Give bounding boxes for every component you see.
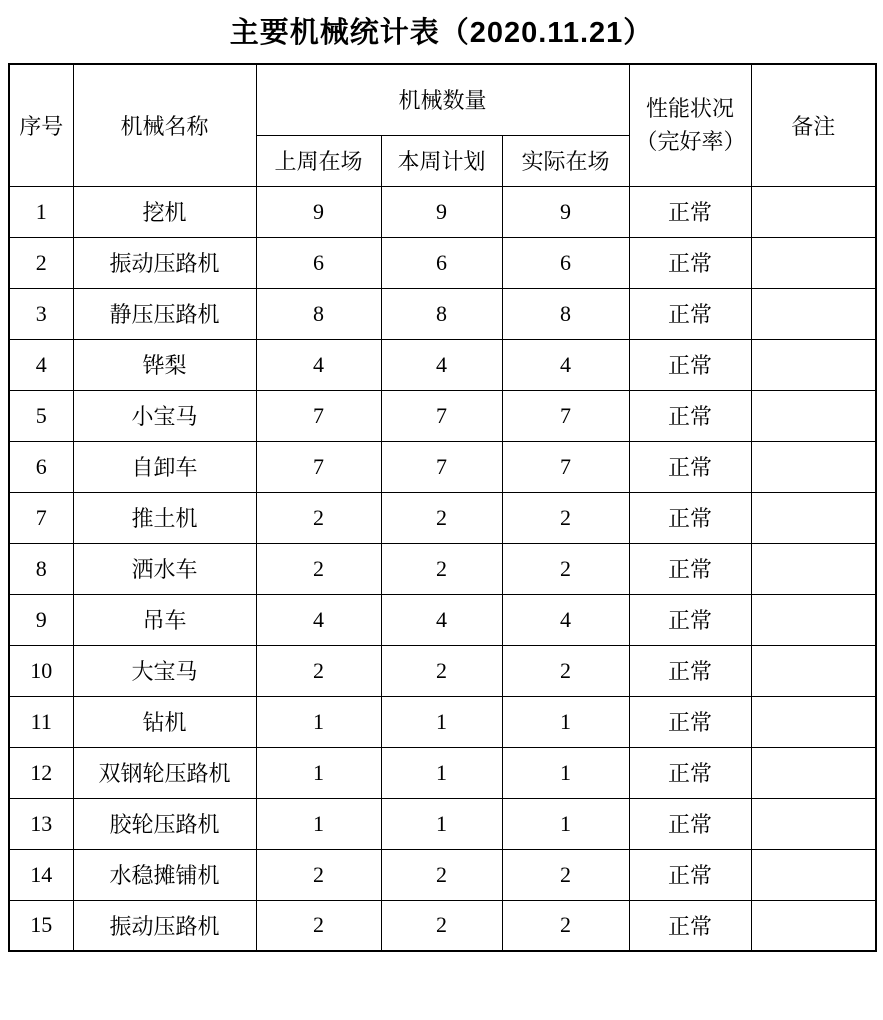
- cell-performance-status: 正常: [629, 288, 751, 339]
- cell-machine-name: 挖机: [73, 186, 256, 237]
- cell-actual-onsite: 4: [502, 594, 629, 645]
- cell-remark: [751, 645, 876, 696]
- header-last-week-onsite: 上周在场: [256, 135, 381, 186]
- cell-this-week-plan: 2: [381, 900, 502, 951]
- cell-serial-number: 5: [9, 390, 73, 441]
- cell-this-week-plan: 2: [381, 492, 502, 543]
- cell-serial-number: 6: [9, 441, 73, 492]
- cell-actual-onsite: 9: [502, 186, 629, 237]
- cell-serial-number: 2: [9, 237, 73, 288]
- cell-actual-onsite: 1: [502, 747, 629, 798]
- cell-actual-onsite: 2: [502, 645, 629, 696]
- cell-performance-status: 正常: [629, 441, 751, 492]
- cell-last-week-onsite: 2: [256, 849, 381, 900]
- cell-serial-number: 12: [9, 747, 73, 798]
- cell-this-week-plan: 8: [381, 288, 502, 339]
- cell-actual-onsite: 2: [502, 849, 629, 900]
- cell-remark: [751, 441, 876, 492]
- page-title: 主要机械统计表（2020.11.21）: [229, 17, 654, 49]
- cell-machine-name: 自卸车: [73, 441, 256, 492]
- cell-remark: [751, 390, 876, 441]
- cell-machine-name: 吊车: [73, 594, 256, 645]
- cell-performance-status: 正常: [629, 186, 751, 237]
- cell-performance-status: 正常: [629, 645, 751, 696]
- cell-this-week-plan: 2: [381, 849, 502, 900]
- cell-machine-name: 双钢轮压路机: [73, 747, 256, 798]
- cell-last-week-onsite: 2: [256, 543, 381, 594]
- table-row: [9, 492, 876, 543]
- cell-last-week-onsite: 8: [256, 288, 381, 339]
- cell-machine-name: 静压压路机: [73, 288, 256, 339]
- cell-last-week-onsite: 6: [256, 237, 381, 288]
- cell-actual-onsite: 2: [502, 543, 629, 594]
- table-row: [9, 441, 876, 492]
- cell-remark: [751, 186, 876, 237]
- cell-actual-onsite: 7: [502, 390, 629, 441]
- cell-this-week-plan: 1: [381, 747, 502, 798]
- cell-remark: [751, 543, 876, 594]
- table-body: [9, 186, 876, 951]
- cell-serial-number: 7: [9, 492, 73, 543]
- table-row: [9, 339, 876, 390]
- cell-actual-onsite: 2: [502, 492, 629, 543]
- cell-this-week-plan: 2: [381, 645, 502, 696]
- cell-machine-name: 胶轮压路机: [73, 798, 256, 849]
- cell-machine-name: 推土机: [73, 492, 256, 543]
- cell-last-week-onsite: 7: [256, 390, 381, 441]
- cell-serial-number: 14: [9, 849, 73, 900]
- cell-actual-onsite: 1: [502, 798, 629, 849]
- cell-machine-name: 洒水车: [73, 543, 256, 594]
- table-row: [9, 594, 876, 645]
- cell-last-week-onsite: 9: [256, 186, 381, 237]
- cell-performance-status: 正常: [629, 900, 751, 951]
- header-serial-number: 序号: [9, 64, 73, 186]
- header-machine-name: 机械名称: [73, 64, 256, 186]
- cell-serial-number: 15: [9, 900, 73, 951]
- table-row: [9, 288, 876, 339]
- cell-performance-status: 正常: [629, 696, 751, 747]
- cell-machine-name: 大宝马: [73, 645, 256, 696]
- cell-this-week-plan: 7: [381, 390, 502, 441]
- cell-actual-onsite: 2: [502, 900, 629, 951]
- cell-last-week-onsite: 7: [256, 441, 381, 492]
- cell-remark: [751, 798, 876, 849]
- machinery-stats-table: [8, 63, 877, 952]
- cell-serial-number: 8: [9, 543, 73, 594]
- cell-actual-onsite: 7: [502, 441, 629, 492]
- header-actual-onsite: 实际在场: [502, 135, 629, 186]
- cell-performance-status: 正常: [629, 492, 751, 543]
- cell-last-week-onsite: 2: [256, 900, 381, 951]
- table-row: [9, 543, 876, 594]
- cell-this-week-plan: 1: [381, 798, 502, 849]
- cell-remark: [751, 696, 876, 747]
- cell-serial-number: 13: [9, 798, 73, 849]
- cell-serial-number: 9: [9, 594, 73, 645]
- table-row: [9, 237, 876, 288]
- header-row-top: [9, 64, 876, 135]
- cell-last-week-onsite: 4: [256, 594, 381, 645]
- cell-this-week-plan: 4: [381, 594, 502, 645]
- cell-this-week-plan: 1: [381, 696, 502, 747]
- cell-performance-status: 正常: [629, 594, 751, 645]
- header-machine-quantity-group: 机械数量: [256, 64, 629, 135]
- cell-serial-number: 3: [9, 288, 73, 339]
- cell-machine-name: 振动压路机: [73, 900, 256, 951]
- cell-machine-name: 小宝马: [73, 390, 256, 441]
- cell-performance-status: 正常: [629, 237, 751, 288]
- table-row: [9, 747, 876, 798]
- cell-actual-onsite: 4: [502, 339, 629, 390]
- cell-serial-number: 10: [9, 645, 73, 696]
- cell-last-week-onsite: 4: [256, 339, 381, 390]
- cell-last-week-onsite: 2: [256, 645, 381, 696]
- cell-remark: [751, 594, 876, 645]
- table-row: [9, 849, 876, 900]
- cell-serial-number: 1: [9, 186, 73, 237]
- cell-this-week-plan: 6: [381, 237, 502, 288]
- cell-remark: [751, 492, 876, 543]
- cell-performance-status: 正常: [629, 543, 751, 594]
- header-performance-status: 性能状况（完好率）: [629, 64, 751, 186]
- cell-actual-onsite: 6: [502, 237, 629, 288]
- cell-serial-number: 4: [9, 339, 73, 390]
- cell-machine-name: 振动压路机: [73, 237, 256, 288]
- cell-remark: [751, 900, 876, 951]
- table-row: [9, 390, 876, 441]
- cell-serial-number: 11: [9, 696, 73, 747]
- cell-remark: [751, 339, 876, 390]
- cell-remark: [751, 237, 876, 288]
- cell-last-week-onsite: 2: [256, 492, 381, 543]
- cell-this-week-plan: 7: [381, 441, 502, 492]
- cell-remark: [751, 849, 876, 900]
- cell-last-week-onsite: 1: [256, 747, 381, 798]
- cell-last-week-onsite: 1: [256, 798, 381, 849]
- table-row: [9, 186, 876, 237]
- cell-remark: [751, 288, 876, 339]
- table-row: [9, 696, 876, 747]
- table-row: [9, 900, 876, 951]
- cell-performance-status: 正常: [629, 747, 751, 798]
- table-row: [9, 798, 876, 849]
- cell-performance-status: 正常: [629, 798, 751, 849]
- cell-this-week-plan: 2: [381, 543, 502, 594]
- table-row: [9, 645, 876, 696]
- cell-machine-name: 铧梨: [73, 339, 256, 390]
- cell-this-week-plan: 9: [381, 186, 502, 237]
- cell-performance-status: 正常: [629, 849, 751, 900]
- cell-performance-status: 正常: [629, 339, 751, 390]
- cell-last-week-onsite: 1: [256, 696, 381, 747]
- cell-machine-name: 钻机: [73, 696, 256, 747]
- table-header: [9, 64, 876, 186]
- cell-actual-onsite: 1: [502, 696, 629, 747]
- cell-actual-onsite: 8: [502, 288, 629, 339]
- cell-performance-status: 正常: [629, 390, 751, 441]
- cell-this-week-plan: 4: [381, 339, 502, 390]
- cell-remark: [751, 747, 876, 798]
- header-this-week-plan: 本周计划: [381, 135, 502, 186]
- header-remarks: 备注: [751, 64, 876, 186]
- cell-machine-name: 水稳摊铺机: [73, 849, 256, 900]
